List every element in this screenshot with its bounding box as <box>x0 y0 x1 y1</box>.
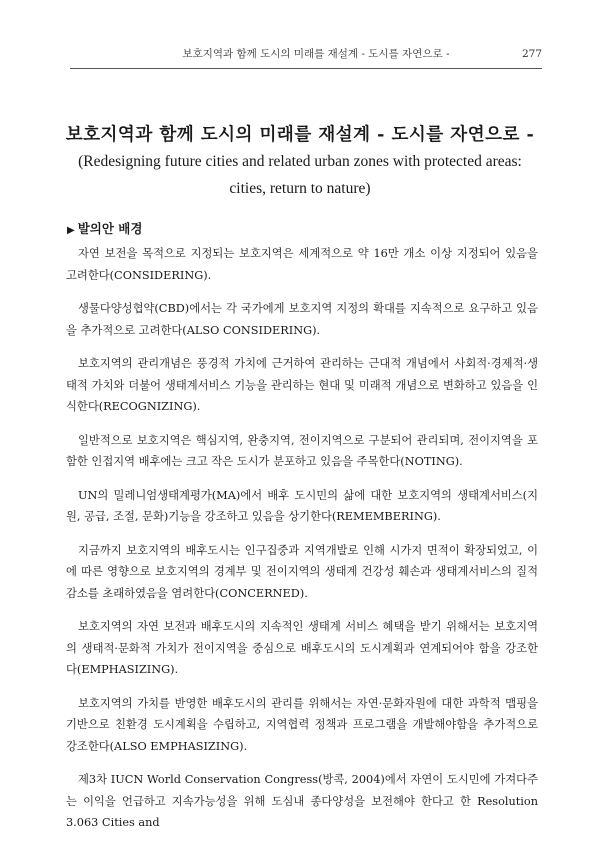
title-english-line2: cities, return to nature) <box>229 180 371 197</box>
paragraph: 보호지역의 가치를 반영한 배후도시의 관리를 위해서는 자연·문화자원에 대한 과학적 맵핑을 기반으로 친환경 도시계획을 수립하고, 지역협력 정책과 프로그램을 개발해야함을 추가적으로 강조한다(ALSO EMPHASIZING). <box>66 696 538 753</box>
section-heading-text: 발의안 배경 <box>77 221 143 236</box>
running-header <box>70 46 542 69</box>
paragraph: 지금까지 보호지역의 배후도시는 인구집중과 지역개발로 인해 시가지 면적이 확장되었고, 이에 따른 영향으로 보호지역의 경계부 및 전이지역의 생태계 건강성 훼손과 생태계서비스의 질적 감소를 초래하였음을 염려한다(CONCERNED). <box>66 543 538 600</box>
paragraph: 보호지역의 관리개념은 풍경적 가치에 근거하여 관리하는 근대적 개념에서 사회적·경제적·생태적 가치와 더불어 생태계서비스 기능을 관리하는 현대 및 미래적 개념으로 변화하고 있음을 인식한다(RECOGNIZING). <box>66 357 538 413</box>
section-heading <box>67 219 142 237</box>
paragraph: 보호지역의 자연 보전과 배후도시의 지속적인 생태계 서비스 혜택을 받기 위해서는 보호지역의 생태적·문화적 가치가 전이지역을 중심으로 배후도시의 도시계획과 연계되어야 함을 강조한다(EMPHASIZING). <box>66 620 538 676</box>
paragraph: 생물다양성협약(CBD)에서는 각 국가에게 보호지역 지정의 확대를 지속적으로 요구하고 있음을 추가적으로 고려한다(ALSO CONSIDERING). <box>66 302 538 337</box>
paragraph: 자연 보전을 목적으로 지정되는 보호지역은 세계적으로 약 16만 개소 이상 지정되어 있음을 고려한다(CONSIDERING). <box>66 247 538 282</box>
paragraph: UN의 밀레니엄생태계평가(MA)에서 배후 도시민의 삶에 대한 보호지역의 생태계서비스(지원, 공급, 조절, 문화)기능을 강조하고 있음을 상기한다(REMEMBERING). <box>66 488 538 523</box>
paragraph: 일반적으로 보호지역은 핵심지역, 완충지역, 전이지역으로 구분되어 관리되며, 전이지역을 포함한 인접지역 배후에는 크고 작은 도시가 분포하고 있음을 주목한다(NOTING). <box>66 433 538 468</box>
running-title: 보호지역과 함께 도시의 미래를 재설계 - 도시를 자연으로 - <box>182 48 450 60</box>
title-korean: 보호지역과 함께 도시의 미래를 재설계 - 도시를 자연으로 - <box>65 125 535 145</box>
title-english-line1: (Redesigning future cities and related urban zones with protected areas: <box>78 153 522 170</box>
page-number: 277 <box>521 47 542 60</box>
title-english <box>40 148 560 202</box>
triangle-bullet-icon: ▶ <box>67 225 75 236</box>
paragraph: 제3차 IUCN World Conservation Congress(방콕, 2004)에서 자연이 도시민에 가져다주는 이익을 언급하고 지속가능성을 위해 도심내 종다양성을 보전해야 한다고 한 Resolution 3.063 Cities and <box>66 773 538 829</box>
body-text <box>66 243 538 846</box>
